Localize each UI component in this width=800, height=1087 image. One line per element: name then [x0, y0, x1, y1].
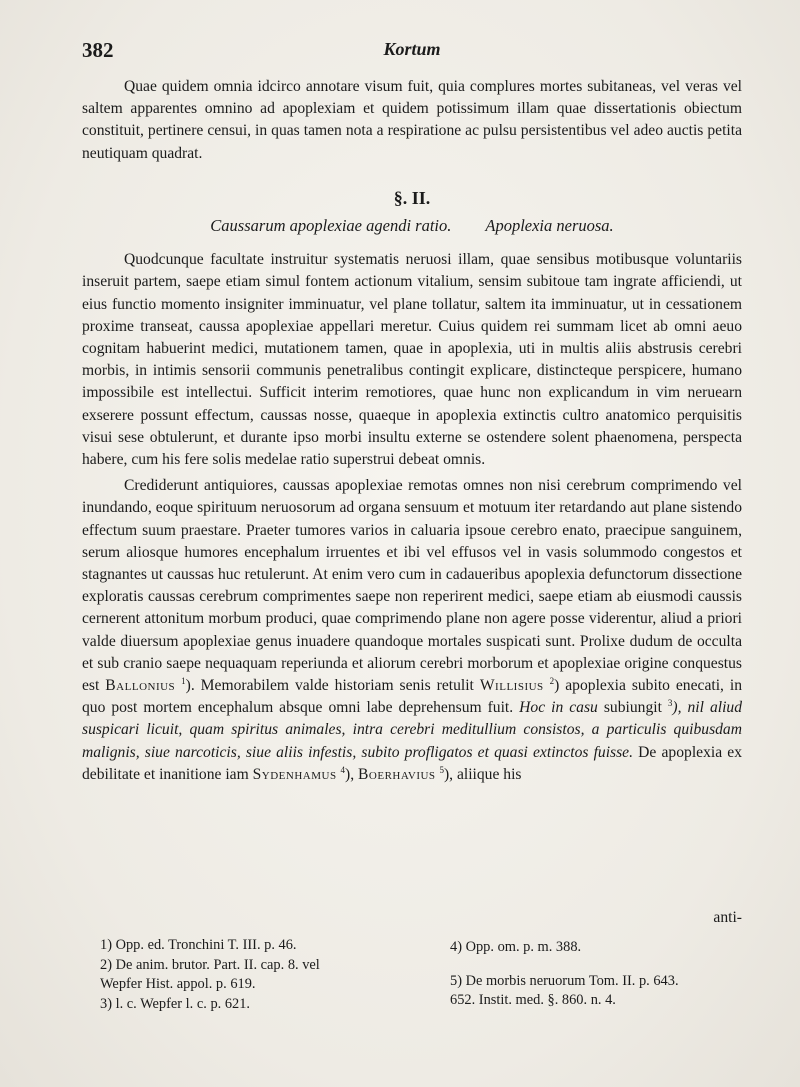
footnote-ref-2: 2: [549, 675, 555, 686]
author-boerhavius: Boerhavius: [358, 765, 436, 783]
footnote-5: 5) De morbis neruorum Tom. II. p. 643.: [450, 972, 679, 989]
footnotes-left-column: [100, 936, 430, 1014]
paragraph-section-1: Quodcunque facultate instruitur systematis neruosi illam, quae sensibus motibusque voluntariis inseruit partem, saepe etiam simul fontem actionum vitalium, sensim subitoue tam ingrate afficiendi, ut eius functio momento insigniter imminuatur, vel plane tollatur, saltem ita imminuatur, ut in cessationem proxime transeat, caussa apoplexiae appellari meretur. Cuius quidem rei summam licet ab omni aeuo cognitam habuerint medici, mutationem tamen, quae in apoplexia, uti in multis aliis abstrusis cerebri morbis, in intimis sensorii communis penetralibus contingit explicare, distincteque perspicere, humano impossibile est intellectui. Sufficit interim remotiores, quae hunc non explicandum in vim neruearn exserere possunt effectum, caussas nosse, quaeque in apoplexia extinctis cultro anatomico perquisitis visui sese obtulerunt, et durante ipso morbi insultu externe se ostendere solent phaenomena, perspecta habere, cum his fere solis medelae ratio superstrui debeat omnis.: [82, 251, 742, 469]
page-header: [82, 38, 742, 64]
paragraph-text: ). Memorabilem valde historiam senis retulit: [185, 677, 474, 695]
paragraph-text: Crediderunt antiquiores, caussas apoplexiae remotas omnes non nisi cerebrum comprimendo vel inundando, eoque spirituum neruosorum ad organa sensuum et motuum iter retardando aut plane sistendo effectum suum praestare. Praeter tumores varios in caluaria ipsoue cerebro enato, praecipue sanguinem, serum aliosque humores encephalum irruentes et ibi vel effusos vel in vasis solummodo congestos et stagnantes ut caussas huc retulerunt. At enim vero cum in cadaueribus apoplexia defunctorum dissectione exploratis caussas cerebrum comprimentes saepe non reperirent medici, saepe etiam ab eiusmodi caussis cernerent attonitum morbum produci, quae comprimendo plane non agere posse viderentur, aliud a priori valde diuersum apoplexiae genus inuadere quandoque mortales suspicati sunt. Prolixe dudum de occulta et sub cranio saepe nequaquam reperiunda et aliorum cerebri morborum et apoplexiae origine conquestus est: [82, 477, 742, 695]
author-sydenhamus: Sydenhamus: [252, 765, 337, 783]
paragraph-section-2: [82, 475, 742, 786]
running-head: Kortum: [383, 39, 441, 59]
paragraph-text: ) apoplexia subito enecati, in quo post mortem encephalum absque omni labe deprehensum fuit.: [82, 677, 743, 717]
paragraph-text: ), aliique his: [443, 765, 522, 783]
section-number: §. II.: [393, 187, 431, 208]
footnote-3: 3) l. c. Wepfer l. c. p. 621.: [100, 995, 251, 1012]
catchword: anti-: [713, 909, 742, 926]
footnotes-right-column: [450, 936, 750, 1011]
page-number: 382: [82, 38, 114, 62]
footnote-5-continued: 652. Instit. med. §. 860. n. 4.: [450, 992, 616, 1008]
footnote-ref-4: 4: [340, 764, 345, 775]
paragraph-text: De apoplexia ex debilitate et inanitione iam: [82, 743, 742, 783]
section-subtitle-nervous: Apoplexia neruosa.: [485, 216, 614, 236]
paragraph-text: subiungit: [603, 699, 662, 717]
page-body: [82, 76, 742, 790]
footnote-ref-1: 1: [181, 675, 186, 686]
footnote-ref-3: 3: [667, 698, 673, 709]
author-ballonius: Ballonius: [105, 677, 176, 695]
section-subtitle: [82, 215, 742, 237]
footnote-1: 1) Opp. ed. Tronchini T. III. p. 46.: [100, 937, 297, 953]
paragraph-intro: Quae quidem omnia idcirco annotare visum fuit, quia complures mortes subitaneas, vel veras vel saltem apparentes omnino ad apoplexiam et quidem potissimum illam quae dissertationis obiectum constituit, pertinere censui, in quas tamen nota a respiratione ac pulsu persistentibus vel adeo auctis petita neutiquam quadrat.: [82, 78, 742, 162]
paragraph-text: ),: [345, 765, 355, 783]
author-willisius: Willisius: [479, 677, 544, 695]
footnote-2: 2) De anim. brutor. Part. II. cap. 8. vel: [100, 956, 320, 973]
quote-text: ), nil aliud suspicari licuit, quam spiritus animales, intra cerebri meditullium consistos, a particulis quibusdam malignis, siue narcoticis, siue aliis infestis, subito profligatos et quasi extinctos fuisse.: [82, 699, 743, 761]
footnote-2-continued: Wepfer Hist. appol. p. 619.: [100, 976, 256, 992]
footnote-ref-5: 5: [439, 764, 444, 775]
footnotes: [100, 936, 750, 1020]
quote-intro: Hoc in casu: [519, 699, 598, 717]
section-subtitle-causes: Caussarum apoplexiae agendi ratio.: [210, 216, 452, 236]
footnote-4: 4) Opp. om. p. m. 388.: [450, 939, 582, 955]
